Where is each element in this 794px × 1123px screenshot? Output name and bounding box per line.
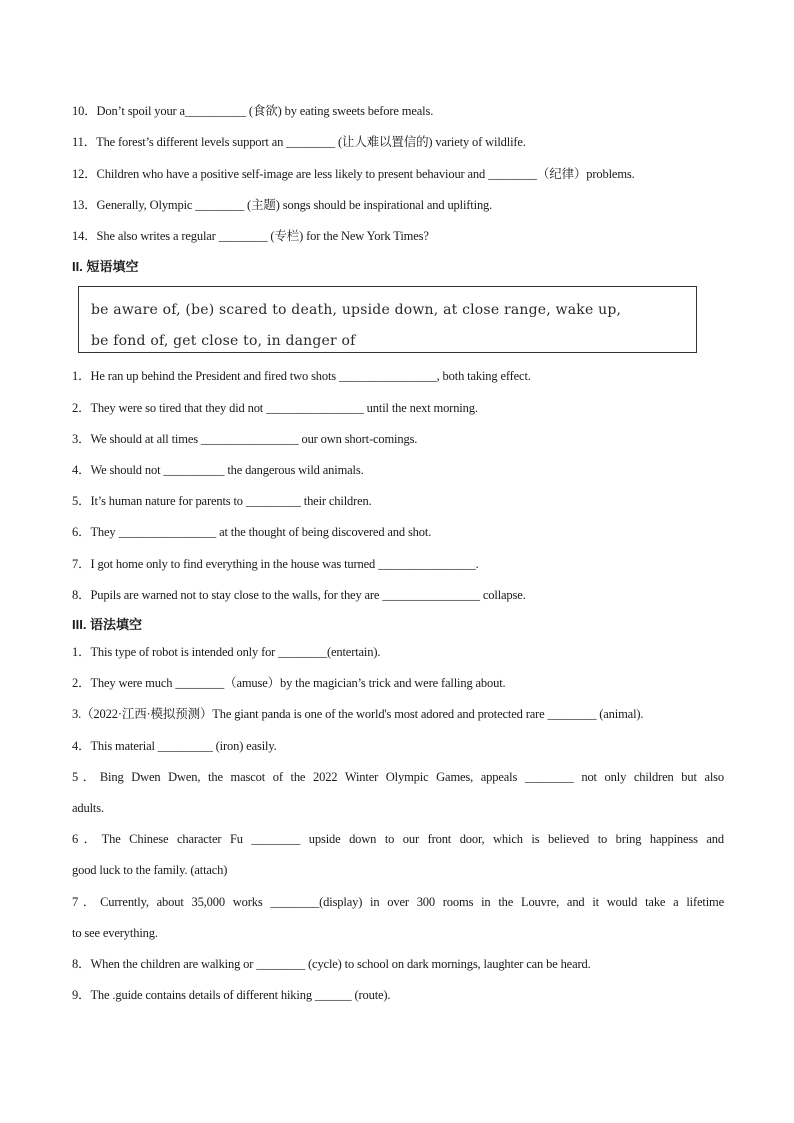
grammar-question: 3.（2022·江西·模拟预测）The giant panda is one of the world's most adored and protected rare ________ (animal).: [72, 707, 644, 721]
phrase-question: 7．I got home only to find everything in the house was turned ________________.: [72, 557, 479, 571]
vocab-question: 13．Generally, Olympic ________ (主题) songs should be inspirational and uplifting.: [72, 198, 493, 212]
phrase-bank-line-1: be aware of, (be) scared to death, upside down, at close range, wake up,: [91, 302, 622, 318]
vocab-question: 12．Children who have a positive self-image are less likely to present behaviour and ________（纪律）problems.: [72, 167, 635, 181]
phrase-bank-box: [78, 286, 697, 353]
section-2-heading: II. 短语填空: [72, 259, 139, 274]
grammar-question: 2．They were much ________（amuse）by the magician’s trick and were falling about.: [72, 676, 506, 690]
grammar-question: 6．The Chinese character Fu ________ upside down to our front door, which is believed to bring happiness and: [72, 832, 724, 846]
section-3-heading: III. 语法填空: [72, 617, 143, 632]
grammar-question: 8．When the children are walking or ________ (cycle) to school on dark mornings, laughter can be heard.: [72, 957, 591, 971]
phrase-question: 5．It’s human nature for parents to _________ their children.: [72, 494, 372, 508]
phrase-question: 4．We should not __________ the dangerous wild animals.: [72, 463, 364, 477]
vocab-question: 11．The forest’s different levels support an ________ (让人难以置信的) variety of wildlife.: [72, 135, 526, 149]
grammar-question: 4．This material _________ (iron) easily.: [72, 739, 277, 753]
phrase-question: 1．He ran up behind the President and fired two shots ________________, both taking effect.: [72, 369, 531, 383]
grammar-question: 9．The .guide contains details of different hiking ______ (route).: [72, 988, 391, 1002]
grammar-question: good luck to the family. (attach): [72, 863, 228, 877]
grammar-question: adults.: [72, 801, 104, 815]
phrase-question: 2．They were so tired that they did not ________________ until the next morning.: [72, 401, 478, 415]
grammar-question: 7．Currently, about 35,000 works ________(display) in over 300 rooms in the Louvre, and it would take a lifetime: [72, 895, 724, 909]
grammar-question: to see everything.: [72, 926, 158, 940]
vocab-question: 10．Don’t spoil your a__________ (食欲) by eating sweets before meals.: [72, 104, 434, 118]
grammar-question: 5．Bing Dwen Dwen, the mascot of the 2022 Winter Olympic Games, appeals ________ not only children but also: [72, 770, 724, 784]
vocab-question: 14．She also writes a regular ________ (专栏) for the New York Times?: [72, 229, 429, 243]
grammar-question: 1．This type of robot is intended only for ________(entertain).: [72, 645, 381, 659]
phrase-question: 6．They ________________ at the thought of being discovered and shot.: [72, 525, 432, 539]
phrase-bank-line-2: be fond of, get close to, in danger of: [91, 333, 356, 349]
phrase-question: 3．We should at all times ________________ our own short-comings.: [72, 432, 418, 446]
phrase-question: 8．Pupils are warned not to stay close to the walls, for they are ________________ collapse.: [72, 588, 526, 602]
